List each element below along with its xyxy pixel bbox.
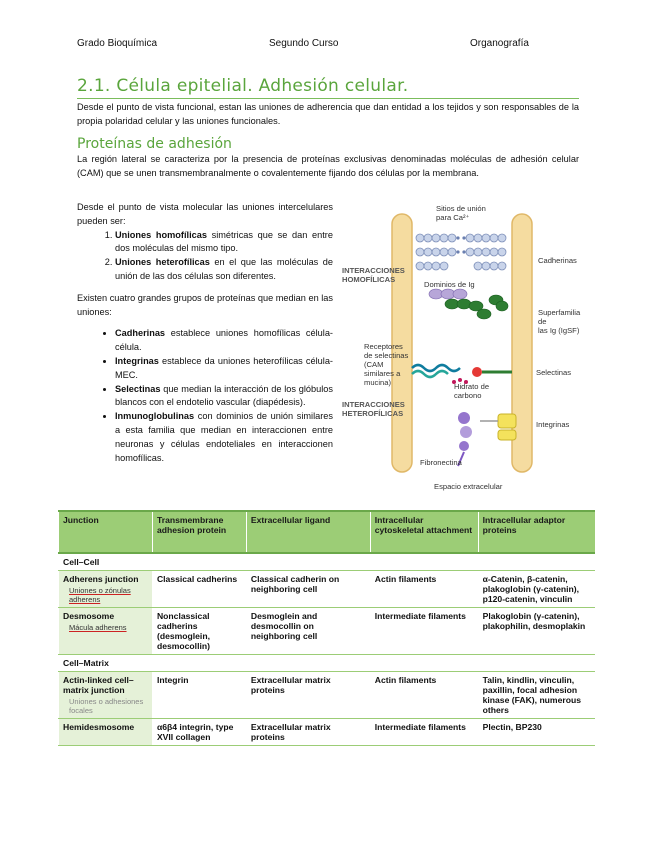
list-item [115,355,333,383]
list-item-text: simétricas que se dan entre dos moléculas del mismo tipo. [115,229,333,254]
fig-label-igsf: Superfamilia de las Ig (IgSF) [538,308,581,335]
table-row [59,571,596,608]
adhesion-figure [340,196,580,496]
integrin-molecules [458,412,516,466]
table-cell: Classical cadherin on neighboring cell [246,571,370,608]
table-cell: α6β4 integrin, type XVII collagen [152,719,246,746]
table-cell: Actin-linked cell–matrix junction Uniones o adhesiones focales [59,672,153,719]
list-item [115,410,333,465]
fig-label-ig-domains: Dominios de Ig [424,280,475,289]
title-underline [77,98,579,99]
left-column [77,201,333,465]
list-item [115,327,333,355]
table-header: Extracellular ligand [246,511,370,553]
table-header: Intracellular adaptor proteins [478,511,595,553]
header-course: Segundo Curso [269,38,339,49]
table-cell: Integrin [152,672,246,719]
table-cell: Intermediate filaments [370,608,478,655]
list-item-text: establece uniones homofílicas célula-célula. [115,328,333,353]
list-item-text: con dominios de unión similares a esta familia que median en interaccionen entre neuronas y células endoteliales en interaccionen homofílicas. [115,411,333,463]
table-section-row [59,655,596,672]
table-cell: Actin filaments [370,571,478,608]
list-item-text: que median la interacción de los glóbulos blancos con el endotelio vascular (diapédesis). [115,383,333,408]
table-row [59,719,596,746]
table-row [59,608,596,655]
table-cell: Actin filaments [370,672,478,719]
table-cell: Adherens junction Uniones o zónulas adherens [59,571,153,608]
table-cell: α-Catenin, β-catenin, plakoglobin (γ-catenin), p120-catenin, vinculin [478,571,595,608]
section-paragraph: La región lateral se caracteriza por la presencia de proteínas exclusivas denominadas moléculas de adhesión celular (CAM) que se unen transmembranalmente o covalentemente fijando dos células por la membrana. [77,154,579,178]
table-cell: Nonclassical cadherins (desmoglein, desmocollin) [152,608,246,655]
ig-domains [429,289,508,319]
list-item-term: Selectinas [115,383,161,394]
list-item-term: Uniones homofílicas [115,229,207,240]
table-header: Intracellular cytoskeletal attachment [370,511,478,553]
section-label: Cell–Matrix [59,655,596,672]
list-item-term: Uniones heterofílicas [115,257,210,268]
table-row [59,672,596,719]
section-title: Proteínas de adhesión [77,136,232,152]
fig-label-carbohydrate: Hidrato de carbono [454,382,490,400]
fig-label-selectins: Selectinas [536,368,572,377]
table-cell: Extracellular matrix proteins [246,672,370,719]
section-label: Cell–Cell [59,553,596,571]
fig-label-integrins: Integrinas [536,420,570,429]
junction-table [58,510,595,746]
table-header: Transmembrane adhesion protein [152,511,246,553]
table-cell: Extracellular matrix proteins [246,719,370,746]
fig-label-fibronectin: Fibronectina [420,458,462,467]
list-item-term: Cadherinas [115,328,166,339]
fig-label-extracellular-space: Espacio extracelular [434,482,503,491]
table-cell: Desmoglein and desmocollin on neighboring cell [246,608,370,655]
groups-intro: Existen cuatro grandes grupos de proteínas que median en las uniones: [77,292,333,317]
table-cell: Classical cadherins [152,571,246,608]
table-cell: Talin, kindlin, vinculin, paxillin, focal adhesion kinase (FAK), numerous others [478,672,595,719]
handwritten-note: Uniones o zónulas adherens [69,586,131,604]
fig-label-sites: Sitios de unión para Ca²⁺ [436,204,486,222]
fig-label-heterophilic: INTERACCIONES HETEROFÍLICAS [342,400,405,418]
table-cell: Intermediate filaments [370,719,478,746]
handwritten-note: Mácula adherens [69,623,127,632]
table-cell: Hemidesmosome [59,719,153,746]
list-item [115,383,333,411]
list-item-term: Inmunoglobulinas [115,411,195,422]
table-section-row [59,553,596,571]
table-cell: Plectin, BP230 [478,719,595,746]
list-item [115,229,333,257]
page-title: 2.1. Célula epitelial. Adhesión celular. [77,76,409,96]
groups-list [77,327,333,465]
table-header: Junction [59,511,153,553]
list-item-text: en el que las moléculas de unión de las dos células son diferentes. [115,257,334,281]
table-header-row [59,511,596,553]
list-item-term: Integrinas [115,355,159,366]
fig-label-cadherins: Cadherinas [538,256,577,265]
unions-intro: Desde el punto de vista molecular las uniones intercelulares pueden ser: [77,202,333,226]
cadherin-molecules [416,234,506,270]
intro-paragraph: Desde el punto de vista funcional, estan las uniones de adherencia que dan entidad a los tejidos y son responsables de la propia polaridad celular y las uniones funcionales. [77,102,579,126]
handwritten-note: Uniones o adhesiones focales [69,697,144,715]
unions-list [77,229,333,284]
fig-label-selectin-receptors: Receptores de selectinas (CAM similares a mucina) [364,342,409,387]
fig-label-homophilic: INTERACCIONES HOMOFÍLICAS [342,266,405,284]
table-cell: Desmosome Mácula adherens [59,608,153,655]
list-item [115,256,333,284]
list-item-text: establece da uniones heterofílicas célula-MEC. [115,355,333,380]
table-cell: Plakoglobin (γ-catenin), plakophilin, desmoplakin [478,608,595,655]
header-subject: Grado Bioquímica [77,38,158,49]
header-topic: Organografía [470,38,529,49]
